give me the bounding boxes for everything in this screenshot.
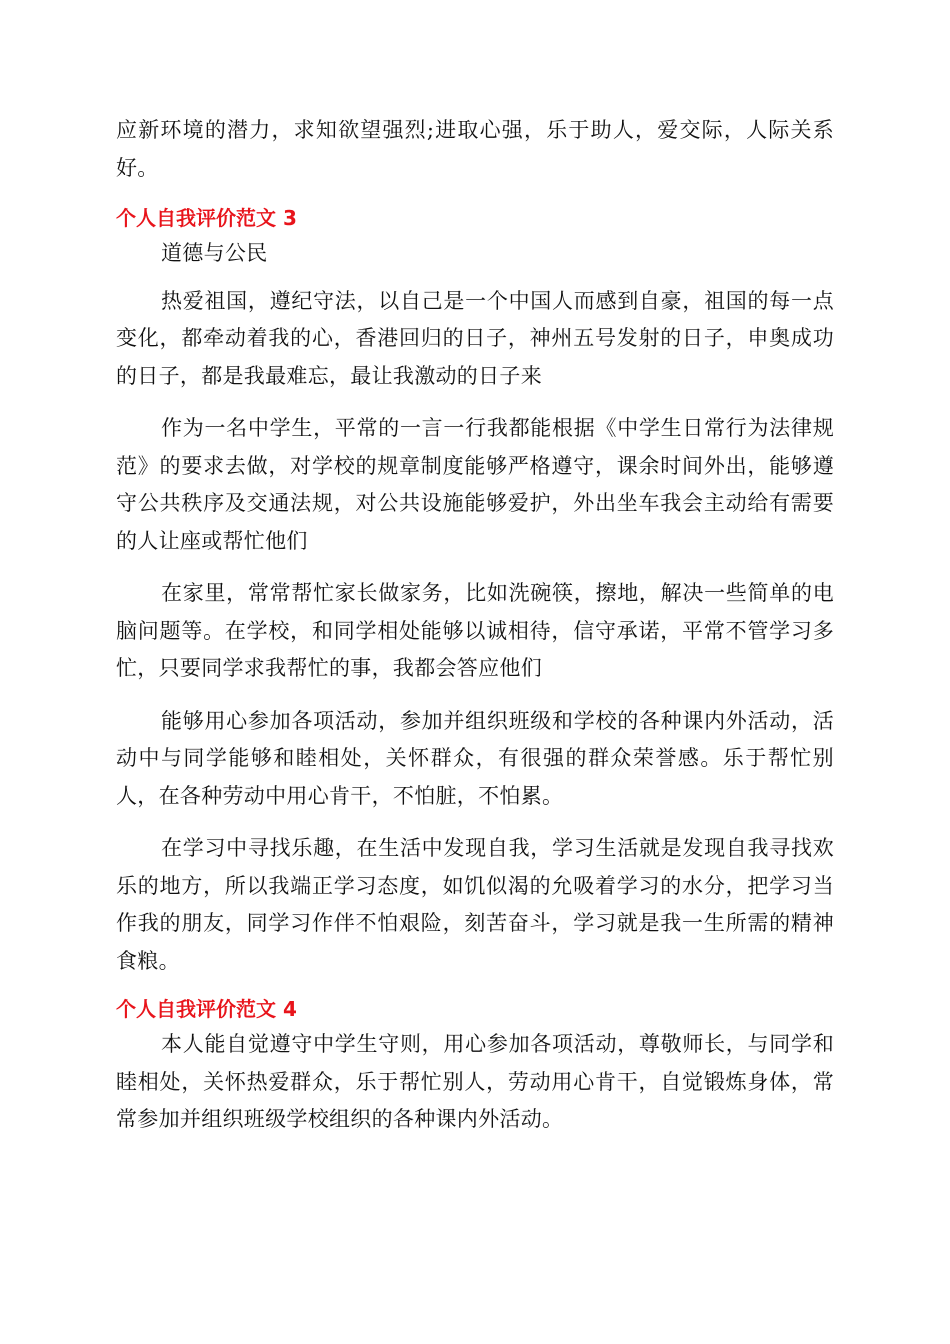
section-3-paragraph-3: 在家里，常常帮忙家长做家务，比如洗碗筷，擦地，解决一些简单的电脑问题等。在学校，和同学相处能够以诚相待，信守承诺，平常不管学习多忙，只要同学求我帮忙的事，我都会答应他们: [116, 581, 834, 680]
section-3-paragraph-2: 作为一名中学生，平常的一言一行我都能根据《中学生日常行为法律规范》的要求去做，对学校的规章制度能够严格遵守，课余时间外出，能够遵守公共秩序及交通法规，对公共设施能够爱护，外出坐车我会主动给有需要的人让座或帮忙他们: [116, 416, 834, 553]
section-3-paragraph-1: 热爱祖国，遵纪守法，以自己是一个中国人而感到自豪，祖国的每一点变化，都牵动着我的心，香港回归的日子，神州五号发射的日子，申奥成功的日子，都是我最难忘，最让我激动的日子来: [116, 288, 834, 388]
section-4-heading: 个人自我评价范文 4: [116, 997, 297, 1021]
document-page: [116, 112, 834, 1139]
section-3-heading: 个人自我评价范文 3: [116, 206, 297, 230]
section-4-paragraph-1: 本人能自觉遵守中学生守则，用心参加各项活动，尊敬师长，与同学和睦相处，关怀热爱群众，乐于帮忙别人，劳动用心肯干，自觉锻炼身体，常常参加并组织班级学校组织的各种课内外活动。: [116, 1032, 834, 1131]
section-3-paragraph-4: 能够用心参加各项活动，参加并组织班级和学校的各种课内外活动，活动中与同学能够和睦相处，关怀群众，有很强的群众荣誉感。乐于帮忙别人，在各种劳动中用心肯干，不怕脏，不怕累。: [116, 708, 834, 808]
intro-continuation-paragraph: 应新环境的潜力，求知欲望强烈;进取心强，乐于助人，爱交际，人际关系好。: [116, 118, 834, 180]
section-3-paragraph-5: 在学习中寻找乐趣，在生活中发现自我，学习生活就是发现自我寻找欢乐的地方，所以我端正学习态度，如饥似渴的允吸着学习的水分，把学习当作我的朋友，同学习作伴不怕艰险，刻苦奋斗，学习就是我一生所需的精神食粮。: [116, 836, 834, 973]
section-3-subheading: 道德与公民: [161, 241, 268, 265]
